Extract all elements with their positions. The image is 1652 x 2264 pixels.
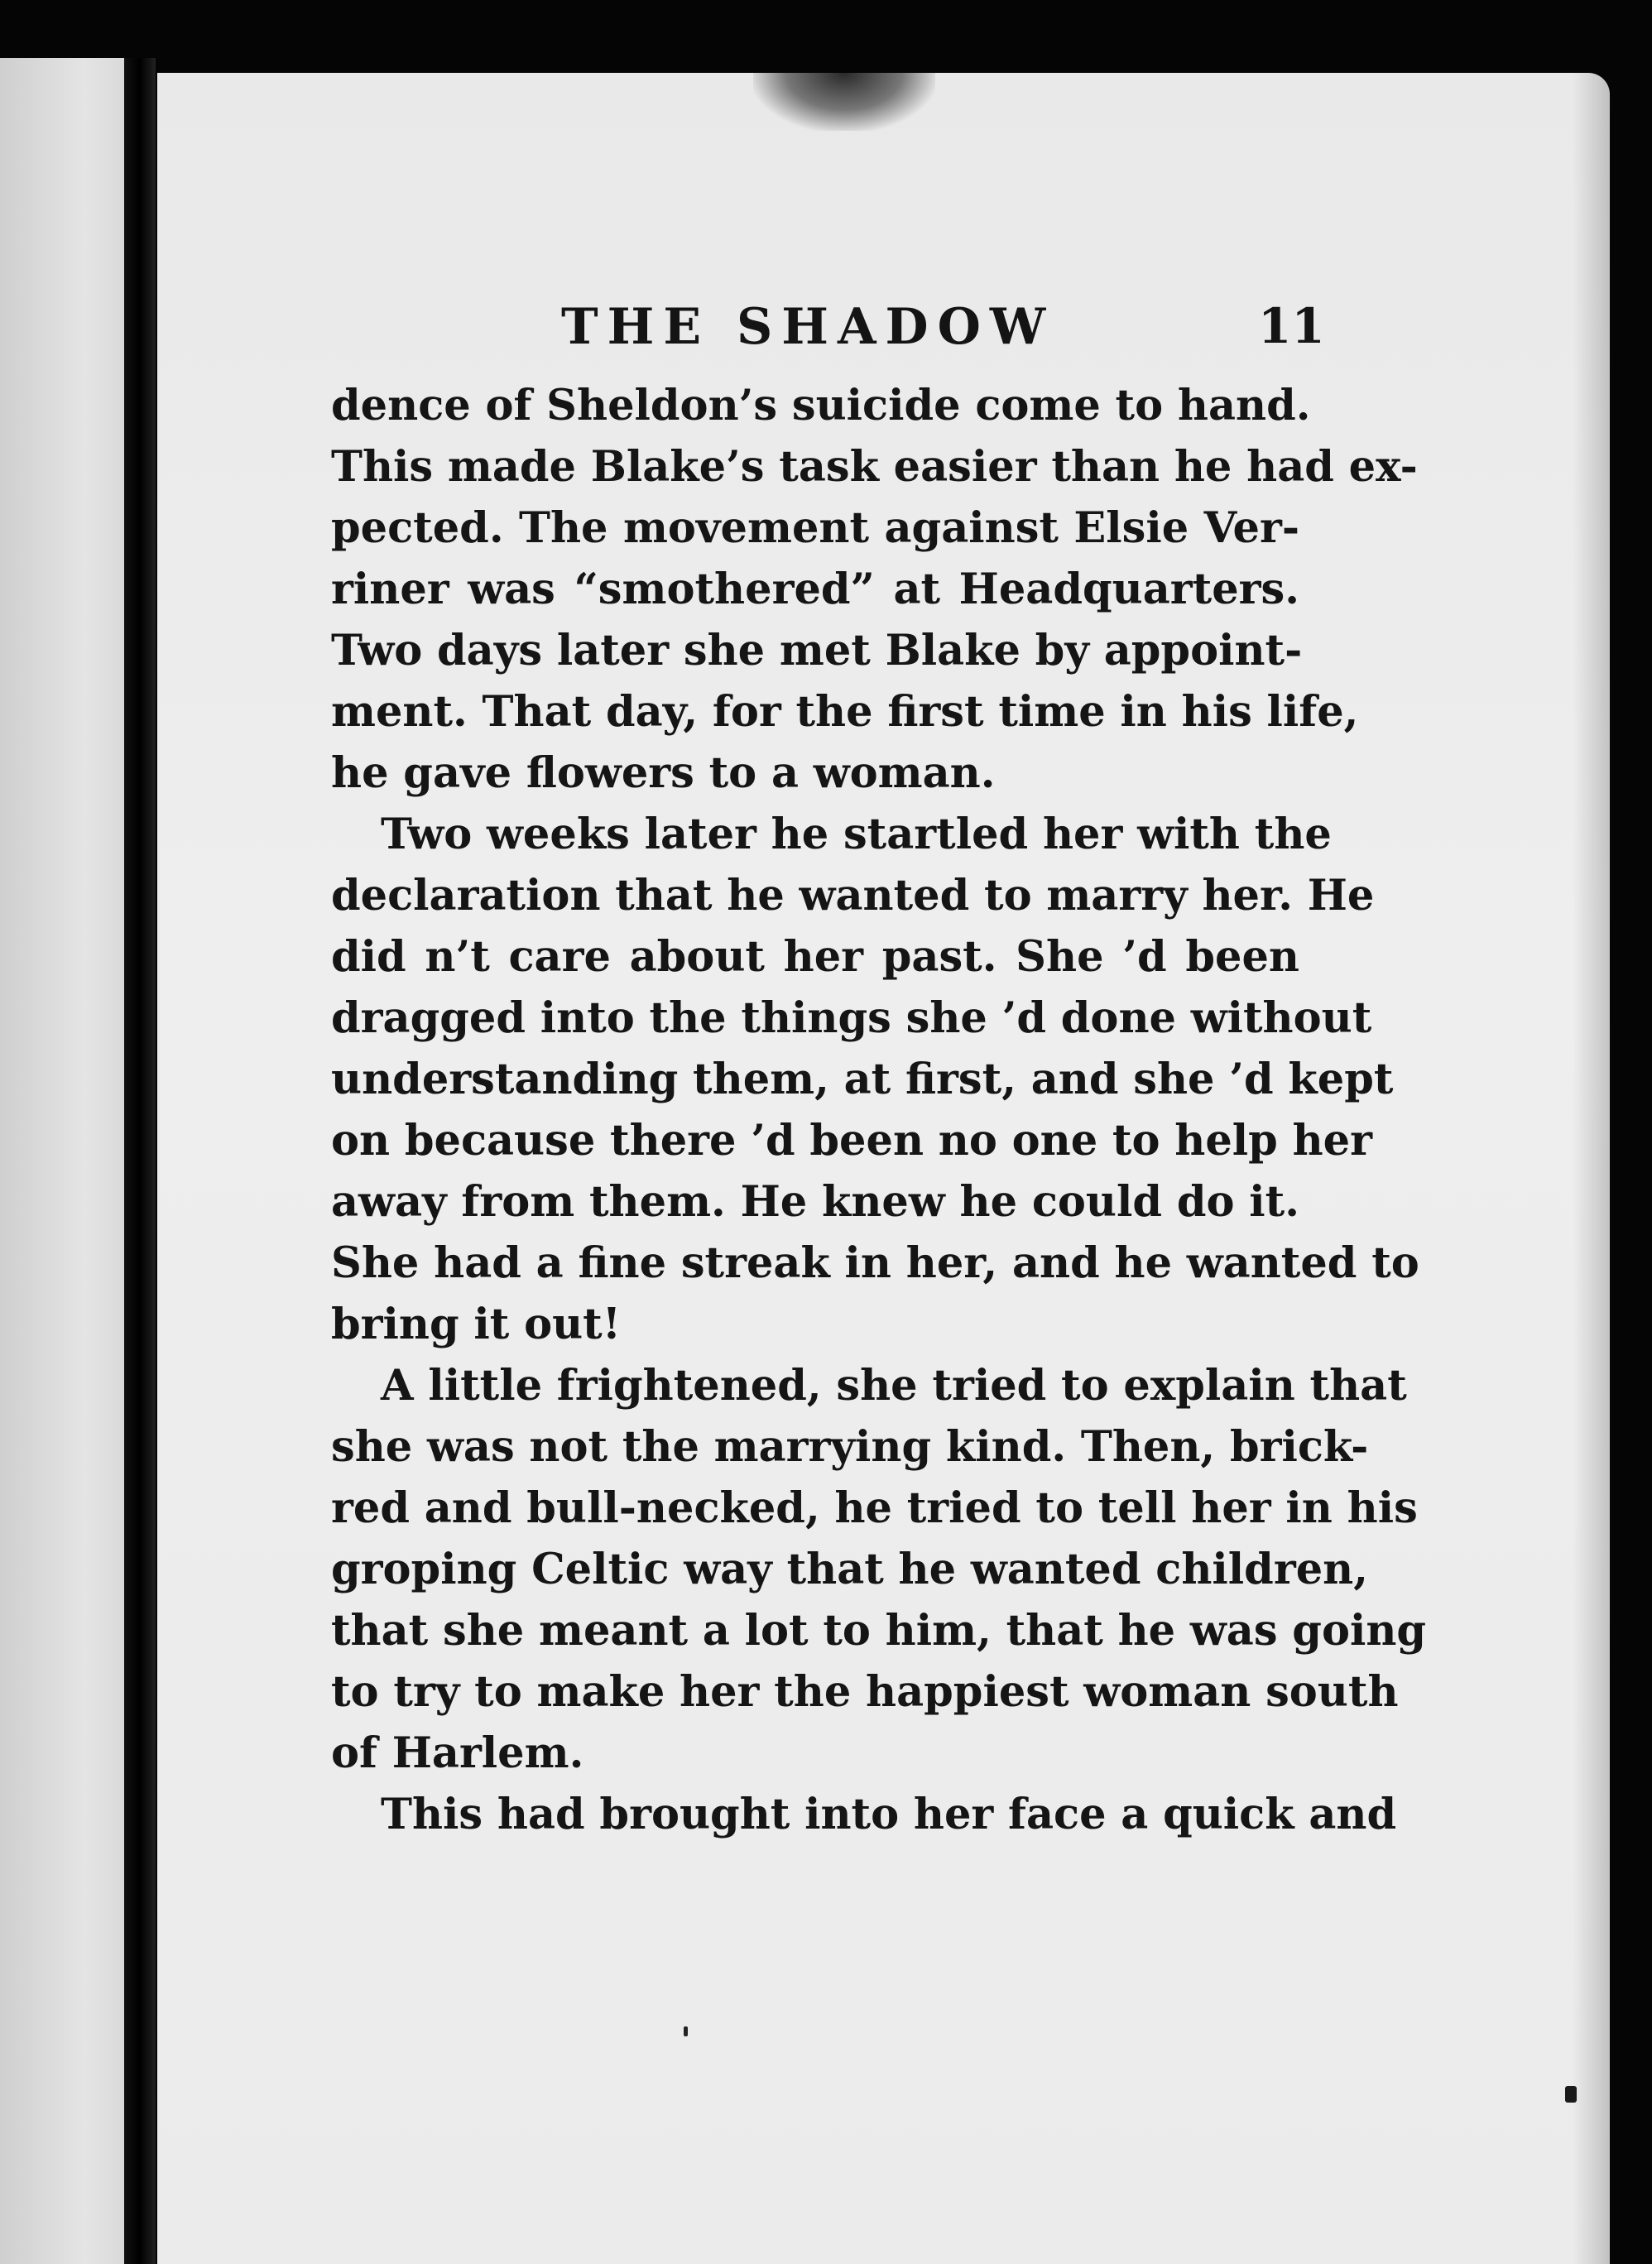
- book-page: [157, 73, 1610, 2264]
- text-line: red and bull-necked, he tried to tell her in his: [331, 1483, 1418, 1533]
- text-line: that she meant a lot to him, that he was going: [331, 1606, 1427, 1656]
- text-line: She had a fine streak in her, and he wanted to: [331, 1238, 1419, 1288]
- book-spine-shadow: [124, 58, 156, 2264]
- text-line: she was not the marrying kind. Then, brick-: [331, 1422, 1369, 1472]
- text-line: dence of Sheldon’s suicide come to hand.: [331, 381, 1311, 430]
- text-line: dragged into the things she ’d done without: [331, 993, 1372, 1043]
- text-line: did n’t care about her past. She ’d been: [331, 932, 1299, 982]
- text-line: This had brought into her face a quick and: [381, 1790, 1397, 1839]
- running-head-title: THE SHADOW: [561, 298, 1055, 356]
- running-head: [157, 298, 1610, 364]
- text-line: to try to make her the happiest woman south: [331, 1667, 1399, 1717]
- text-line: declaration that he wanted to marry her. He: [331, 871, 1375, 921]
- facing-page-edge: [0, 58, 141, 2264]
- page-number: 11: [1258, 298, 1325, 354]
- text-line: of Harlem.: [331, 1728, 584, 1778]
- ink-speck: [684, 2026, 688, 2036]
- text-line: on because there ’d been no one to help her: [331, 1116, 1372, 1166]
- text-line: A little frightened, she tried to explain that: [381, 1361, 1407, 1411]
- text-line: away from them. He knew he could do it.: [331, 1177, 1299, 1227]
- corner-mark: [1565, 2086, 1577, 2103]
- text-line: riner was “smothered” at Headquarters.: [331, 565, 1299, 614]
- text-line: understanding them, at first, and she ’d kept: [331, 1055, 1394, 1104]
- text-line: groping Celtic way that he wanted children,: [331, 1545, 1368, 1594]
- text-line: he gave flowers to a woman.: [331, 748, 996, 798]
- text-line: bring it out!: [331, 1300, 622, 1349]
- text-line: pected. The movement against Elsie Ver-: [331, 503, 1299, 553]
- text-line: This made Blake’s task easier than he had ex-: [331, 442, 1418, 492]
- text-line: Two days later she met Blake by appoint-: [331, 626, 1303, 675]
- text-line: Two weeks later he startled her with the: [381, 810, 1332, 859]
- page-top-shadow: [753, 73, 935, 131]
- page-edge-shadow: [1573, 73, 1610, 2264]
- body-text: [331, 375, 1427, 1845]
- text-line: ment. That day, for the first time in his life,: [331, 687, 1359, 737]
